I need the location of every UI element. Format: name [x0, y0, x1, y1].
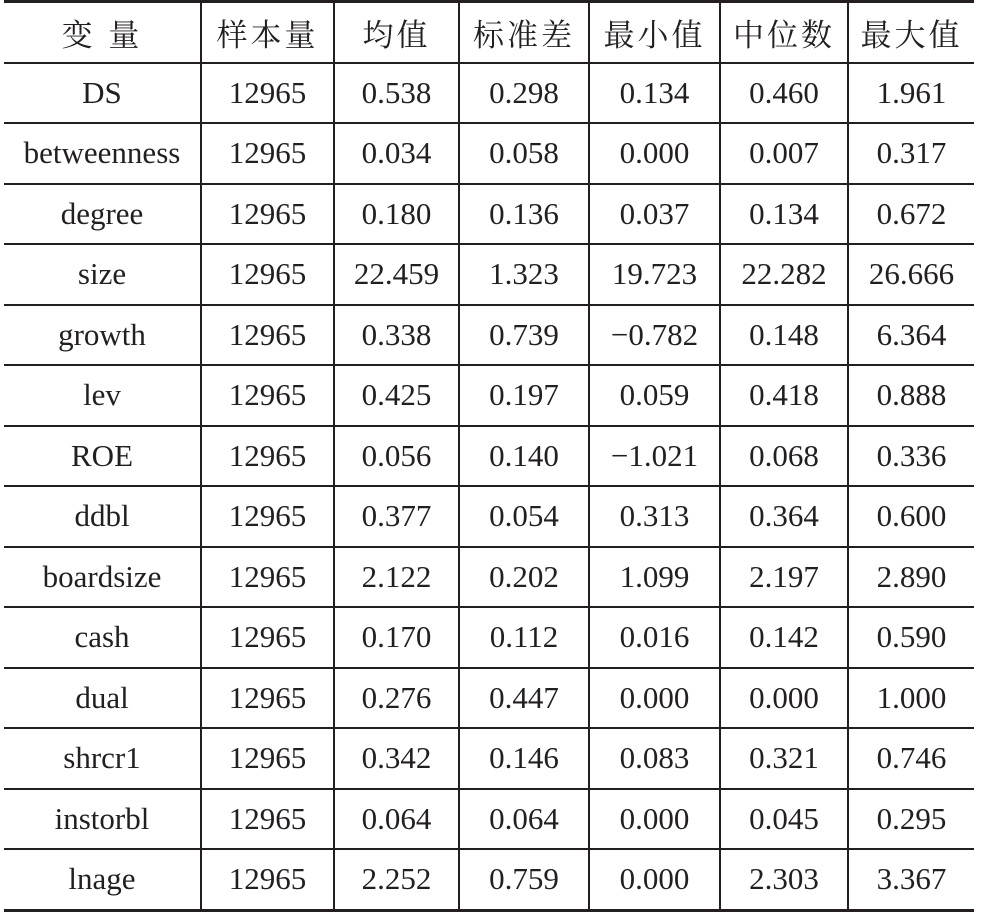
cell-variable: lev	[4, 365, 201, 426]
cell-max: 26.666	[848, 244, 974, 305]
table-row	[4, 668, 974, 729]
cell-median: 0.321	[720, 728, 848, 789]
cell-min: 0.000	[589, 849, 720, 910]
cell-min: 0.083	[589, 728, 720, 789]
cell-max: 1.000	[848, 668, 974, 729]
cell-variable: growth	[4, 305, 201, 366]
cell-median: 0.068	[720, 426, 848, 487]
cell-max: 6.364	[848, 305, 974, 366]
cell-std-dev: 0.136	[459, 184, 589, 245]
cell-mean: 22.459	[334, 244, 459, 305]
cell-max: 0.600	[848, 486, 974, 547]
cell-std-dev: 0.064	[459, 789, 589, 850]
cell-min: 0.016	[589, 607, 720, 668]
cell-max: 0.888	[848, 365, 974, 426]
cell-max: 0.672	[848, 184, 974, 245]
table-row	[4, 244, 974, 305]
cell-sample-size: 12965	[201, 728, 334, 789]
cell-mean: 0.034	[334, 123, 459, 184]
cell-variable: betweenness	[4, 123, 201, 184]
cell-sample-size: 12965	[201, 63, 334, 124]
cell-mean: 0.180	[334, 184, 459, 245]
table-row	[4, 728, 974, 789]
descriptive-statistics-table-container	[4, 0, 974, 912]
cell-median: 0.364	[720, 486, 848, 547]
cell-sample-size: 12965	[201, 486, 334, 547]
cell-variable: degree	[4, 184, 201, 245]
header-sample-size: 样本量	[201, 2, 334, 63]
table-row	[4, 486, 974, 547]
cell-std-dev: 0.298	[459, 63, 589, 124]
cell-min: 0.000	[589, 123, 720, 184]
cell-median: 0.142	[720, 607, 848, 668]
cell-median: 0.418	[720, 365, 848, 426]
cell-sample-size: 12965	[201, 365, 334, 426]
cell-median: 22.282	[720, 244, 848, 305]
cell-max: 3.367	[848, 849, 974, 910]
cell-std-dev: 0.140	[459, 426, 589, 487]
header-std-dev: 标准差	[459, 2, 589, 63]
cell-std-dev: 0.447	[459, 668, 589, 729]
cell-sample-size: 12965	[201, 305, 334, 366]
cell-median: 0.148	[720, 305, 848, 366]
cell-variable: DS	[4, 63, 201, 124]
table-row	[4, 305, 974, 366]
cell-std-dev: 0.054	[459, 486, 589, 547]
table-row	[4, 547, 974, 608]
cell-variable: boardsize	[4, 547, 201, 608]
cell-median: 0.000	[720, 668, 848, 729]
table-row	[4, 426, 974, 487]
cell-sample-size: 12965	[201, 668, 334, 729]
header-max: 最大值	[848, 2, 974, 63]
cell-mean: 2.252	[334, 849, 459, 910]
cell-variable: ROE	[4, 426, 201, 487]
cell-std-dev: 0.759	[459, 849, 589, 910]
cell-max: 0.746	[848, 728, 974, 789]
cell-sample-size: 12965	[201, 244, 334, 305]
cell-median: 0.134	[720, 184, 848, 245]
table-row	[4, 849, 974, 910]
cell-mean: 0.170	[334, 607, 459, 668]
cell-std-dev: 0.112	[459, 607, 589, 668]
cell-mean: 0.064	[334, 789, 459, 850]
cell-variable: instorbl	[4, 789, 201, 850]
table-body	[4, 63, 974, 911]
header-variable: 变 量	[4, 2, 201, 63]
table-row	[4, 184, 974, 245]
cell-variable: ddbl	[4, 486, 201, 547]
cell-min: 0.037	[589, 184, 720, 245]
cell-mean: 0.056	[334, 426, 459, 487]
cell-sample-size: 12965	[201, 849, 334, 910]
cell-median: 0.045	[720, 789, 848, 850]
cell-sample-size: 12965	[201, 426, 334, 487]
cell-max: 1.961	[848, 63, 974, 124]
cell-variable: dual	[4, 668, 201, 729]
cell-std-dev: 0.146	[459, 728, 589, 789]
cell-variable: size	[4, 244, 201, 305]
cell-median: 2.197	[720, 547, 848, 608]
cell-max: 2.890	[848, 547, 974, 608]
cell-variable: cash	[4, 607, 201, 668]
cell-mean: 0.338	[334, 305, 459, 366]
cell-median: 2.303	[720, 849, 848, 910]
cell-sample-size: 12965	[201, 789, 334, 850]
cell-mean: 0.377	[334, 486, 459, 547]
cell-mean: 0.342	[334, 728, 459, 789]
cell-sample-size: 12965	[201, 184, 334, 245]
cell-std-dev: 0.058	[459, 123, 589, 184]
cell-min: 0.134	[589, 63, 720, 124]
cell-median: 0.007	[720, 123, 848, 184]
table-row	[4, 607, 974, 668]
table-header-row	[4, 2, 974, 63]
table-row	[4, 789, 974, 850]
cell-variable: lnage	[4, 849, 201, 910]
cell-min: 0.000	[589, 789, 720, 850]
cell-min: 19.723	[589, 244, 720, 305]
cell-max: 0.336	[848, 426, 974, 487]
header-mean: 均值	[334, 2, 459, 63]
cell-max: 0.295	[848, 789, 974, 850]
cell-min: 0.313	[589, 486, 720, 547]
descriptive-statistics-table	[4, 0, 974, 912]
table-row	[4, 365, 974, 426]
cell-variable: shrcr1	[4, 728, 201, 789]
cell-mean: 0.276	[334, 668, 459, 729]
cell-std-dev: 0.197	[459, 365, 589, 426]
cell-min: 0.059	[589, 365, 720, 426]
cell-max: 0.590	[848, 607, 974, 668]
cell-std-dev: 0.202	[459, 547, 589, 608]
cell-mean: 0.425	[334, 365, 459, 426]
table-row	[4, 63, 974, 124]
header-min: 最小值	[589, 2, 720, 63]
cell-min: 1.099	[589, 547, 720, 608]
table-row	[4, 123, 974, 184]
cell-median: 0.460	[720, 63, 848, 124]
cell-std-dev: 1.323	[459, 244, 589, 305]
cell-min: −0.782	[589, 305, 720, 366]
cell-min: 0.000	[589, 668, 720, 729]
header-median: 中位数	[720, 2, 848, 63]
cell-std-dev: 0.739	[459, 305, 589, 366]
cell-sample-size: 12965	[201, 547, 334, 608]
cell-sample-size: 12965	[201, 123, 334, 184]
cell-max: 0.317	[848, 123, 974, 184]
cell-mean: 2.122	[334, 547, 459, 608]
cell-sample-size: 12965	[201, 607, 334, 668]
cell-mean: 0.538	[334, 63, 459, 124]
cell-min: −1.021	[589, 426, 720, 487]
